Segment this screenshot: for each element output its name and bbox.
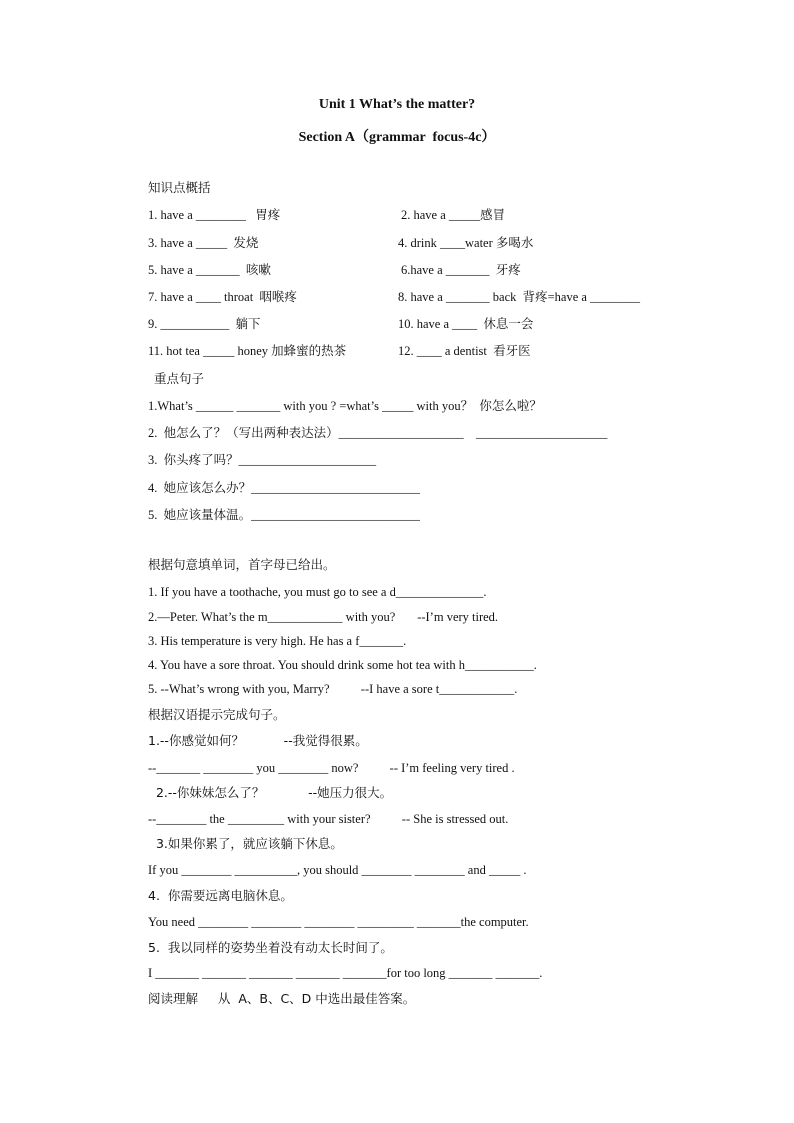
complete-sentence-answer: You need ________ ________ ________ _________ _______the computer. — [148, 915, 529, 929]
complete-sentence-answer: If you ________ __________, you should ________ ________ and _____ . — [148, 863, 527, 877]
knowledge-item: 12. ____ a dentist 看牙医 — [398, 344, 531, 358]
complete-sentence-answer: I _______ _______ _______ _______ _______for too long _______ _______. — [148, 966, 543, 980]
fill-word-item: 2.—Peter. What’s the m____________ with you? --I’m very tired. — [148, 610, 499, 624]
section-heading-complete-sentences: 根据汉语提示完成句子。 — [148, 707, 286, 722]
knowledge-item: 1. have a ________ 胃疼 — [148, 208, 281, 222]
section-heading-knowledge: 知识点概括 — [148, 180, 211, 195]
key-sentence-item: 1.What’s ______ _______ with you ? =what’s _____ with you？ 你怎么啦？ — [148, 399, 542, 413]
complete-sentence-answer: --_______ ________ you ________ now? -- I’m feeling very tired . — [148, 761, 515, 775]
knowledge-item: 4. drink ____water 多喝水 — [398, 236, 534, 250]
complete-sentence-prompt: 5. 我以同样的姿势坐着没有动太长时间了。 — [148, 940, 393, 955]
knowledge-item: 11. hot tea _____ honey 加蜂蜜的热茶 — [148, 344, 347, 358]
knowledge-item: 10. have a ____ 休息一会 — [398, 317, 534, 331]
knowledge-item: 8. have a _______ back 背疼=have a ________ — [398, 290, 641, 304]
fill-word-item: 3. His temperature is very high. He has a f_______. — [148, 634, 407, 648]
section-heading-key-sentences: 重点句子 — [154, 371, 205, 386]
knowledge-item: 5. have a _______ 咳嗽 — [148, 263, 271, 277]
complete-sentence-prompt: 1.--你感觉如何？ --我觉得很累。 — [148, 733, 368, 748]
complete-sentence-prompt: 3.如果你累了，就应该躺下休息。 — [148, 836, 343, 851]
knowledge-item: 9. ___________ 躺下 — [148, 317, 261, 331]
page-subtitle: Section A（grammar focus-4c） — [298, 130, 496, 145]
knowledge-item: 2. have a _____感冒 — [401, 208, 506, 222]
complete-sentence-prompt: 2.--你妹妹怎么了？ --她压力很大。 — [148, 785, 393, 800]
knowledge-item: 6.have a _______ 牙疼 — [401, 263, 521, 277]
page-title: Unit 1 What’s the matter? — [318, 97, 476, 112]
knowledge-item: 7. have a ____ throat 咽喉疼 — [148, 290, 297, 304]
section-heading-fill-words: 根据句意填单词，首字母已给出。 — [148, 557, 336, 572]
knowledge-item: 3. have a _____ 发烧 — [148, 236, 259, 250]
key-sentence-item: 5. 她应该量体温。___________________________ — [148, 508, 420, 522]
complete-sentence-answer: --________ the _________ with your sister? -- She is stressed out. — [148, 812, 509, 826]
key-sentence-item: 2. 他怎么了？（写出两种表达法）____________________ _____________________ — [148, 426, 608, 440]
fill-word-item: 5. --What’s wrong with you, Marry? --I have a sore t____________. — [148, 682, 518, 696]
fill-word-item: 4. You have a sore throat. You should drink some hot tea with h___________. — [148, 658, 537, 672]
fill-word-item: 1. If you have a toothache, you must go to see a d______________. — [148, 585, 487, 599]
section-heading-reading: 阅读理解 从 A、B、C、D 中选出最佳答案。 — [148, 991, 416, 1006]
complete-sentence-prompt: 4. 你需要远离电脑休息。 — [148, 888, 293, 903]
key-sentence-item: 4. 她应该怎么办？___________________________ — [148, 481, 420, 495]
key-sentence-item: 3. 你头疼了吗？______________________ — [148, 453, 377, 467]
